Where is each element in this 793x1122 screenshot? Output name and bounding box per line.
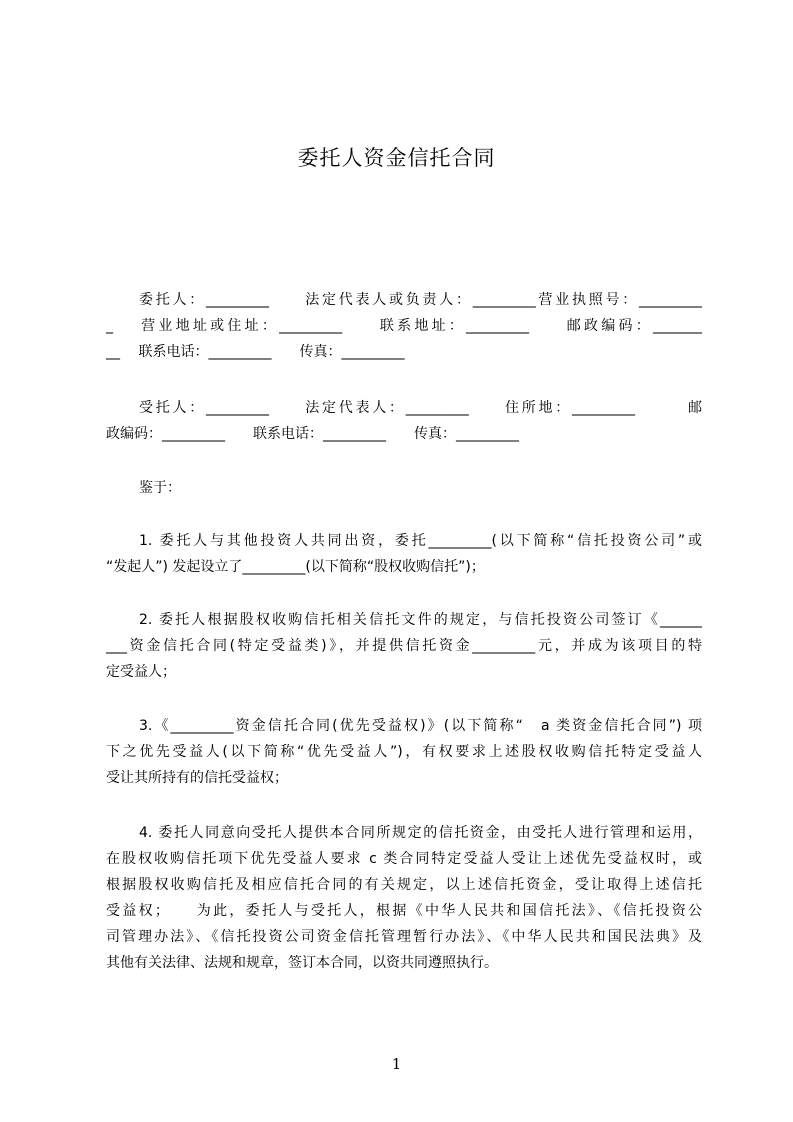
- page-number: 1: [391, 1055, 402, 1073]
- text-line: 4. 委托人同意向受托人提供本合同所规定的信托资金，由受托人进行管理和运用，: [139, 825, 702, 841]
- text-line: “发起人”) 发起设立了_________(以下简称“股权收购信托”)；: [106, 559, 485, 575]
- text-line: 下之优先受益人(以下简称“优先受益人”)，有权要求上述股权收购信托特定受益人: [106, 744, 702, 760]
- trustee-info-block: [106, 395, 702, 447]
- clause-3: [106, 713, 702, 791]
- text-line: 定受益人；: [106, 664, 176, 680]
- text-line: __ 联系电话：_________ 传真：_________: [106, 344, 405, 360]
- text-line: 政编码：_________ 联系电话：_________ 传真：_________: [106, 426, 519, 442]
- text-line: 受托人：_________ 法定代表人：_________ 住所地：_________ 邮: [139, 400, 702, 416]
- text-line: 受益权； 为此，委托人与受托人，根据《中华人民共和国信托法》、《信托投资公: [106, 903, 702, 919]
- text-line: 委托人：_________ 法定代表人或负责人：_________营业执照号：_________: [139, 292, 702, 308]
- text-line: 其他有关法律、法规和规章，签订本合同，以资共同遵照执行。: [106, 955, 498, 971]
- client-info-block: [106, 287, 702, 365]
- text-line: 2. 委托人根据股权收购信托相关信托文件的规定，与信托投资公司签订《______: [139, 612, 702, 628]
- text-line: _ 营业地址或住址：_________ 联系地址：_________ 邮政编码：_______: [106, 318, 702, 334]
- document-title: 委托人资金信托合同: [297, 146, 496, 170]
- clause-1: [106, 528, 702, 580]
- text-line: 1. 委托人与其他投资人共同出资，委托_________(以下简称“信托投资公司”或: [139, 533, 702, 549]
- text-line: 在股权收购信托项下优先受益人要求 c 类合同特定受益人受让上述优先受益权时，或: [106, 851, 702, 867]
- clause-4: [106, 820, 702, 976]
- text-line: 3.《_________资金信托合同(优先受益权)》(以下简称“ a 类资金信托合同”) 项: [139, 718, 702, 734]
- text-line: 受让其所持有的信托受益权；: [106, 770, 288, 786]
- text-line: ___资金信托合同(特定受益类)》，并提供信托资金_________元，并成为该项目的特: [106, 638, 702, 654]
- clause-2: [106, 607, 702, 685]
- text-line: 司管理办法》、《信托投资公司资金信托管理暂行办法》、《中华人民共和国民法典》及: [106, 929, 702, 945]
- text-line: 根据股权收购信托及相应信托合同的有关规定，以上述信托资金，受让取得上述信托: [106, 877, 702, 893]
- text-line: 鉴于：: [139, 480, 181, 496]
- whereas-heading: [106, 475, 702, 501]
